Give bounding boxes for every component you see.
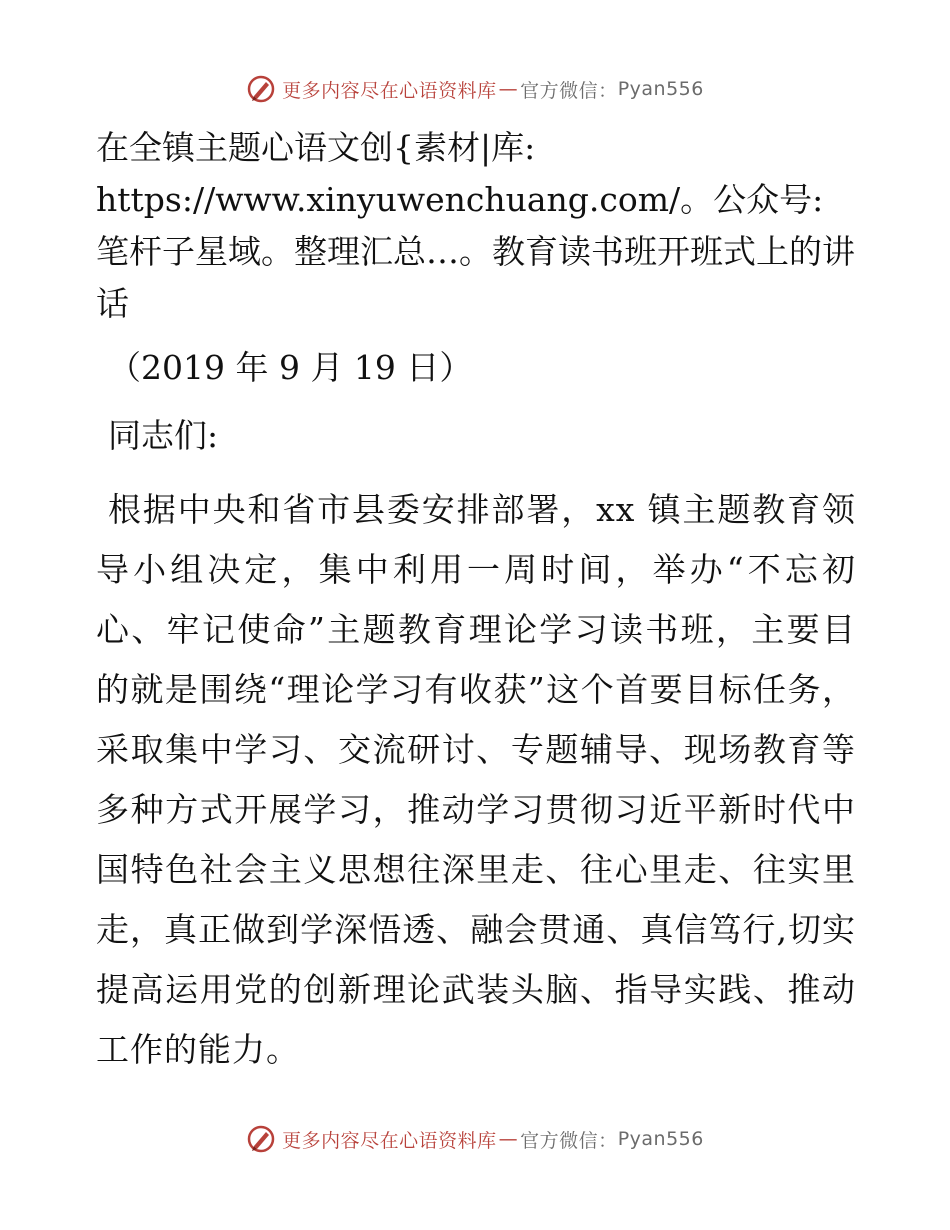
watermark-main-text: 更多内容尽在心语资料库 [282, 79, 497, 102]
header-watermark [0, 74, 950, 104]
watermark-wechat-id: Pyan556 [617, 1128, 704, 1150]
pen-logo-icon [246, 74, 276, 104]
watermark-wechat-id: Pyan556 [617, 78, 704, 100]
pen-logo-icon [246, 1124, 276, 1154]
watermark-separator: — [498, 78, 519, 100]
greeting: 同志们: [108, 416, 219, 455]
watermark-separator: — [498, 1128, 519, 1150]
watermark-label: 官方微信： [520, 79, 618, 102]
document-body [96, 122, 856, 1080]
intro-paragraph: 在全镇主题心语文创{素材|库: https://www.xinyuwenchuang.com/。公众号: 笔杆子星域。整理汇总…。教育读书班开班式上的讲话 [96, 128, 855, 323]
speech-date: （2019 年 9 月 19 日） [108, 348, 473, 387]
body-paragraph: 根据中央和省市县委安排部署，xx 镇主题教育领导小组决定，集中利用一周时间，举办“不忘初心、牢记使命”主题教育理论学习读书班，主要目的就是围绕“理论学习有收获”这个首要目标任务，采取集中学习、交流研讨、专题辅导、现场教育等多种方式开展学习，推动学习贯彻习近平新时代中国特色社会主义思想往深里走、往心里走、往实里走，真正做到学深悟透、融会贯通、真信笃行,切实提高运用党的创新理论武装头脑、指导实践、推动工作的能力。 [96, 490, 856, 1069]
footer-watermark [0, 1124, 950, 1154]
watermark-label: 官方微信： [520, 1129, 618, 1152]
watermark-main-text: 更多内容尽在心语资料库 [282, 1129, 497, 1152]
